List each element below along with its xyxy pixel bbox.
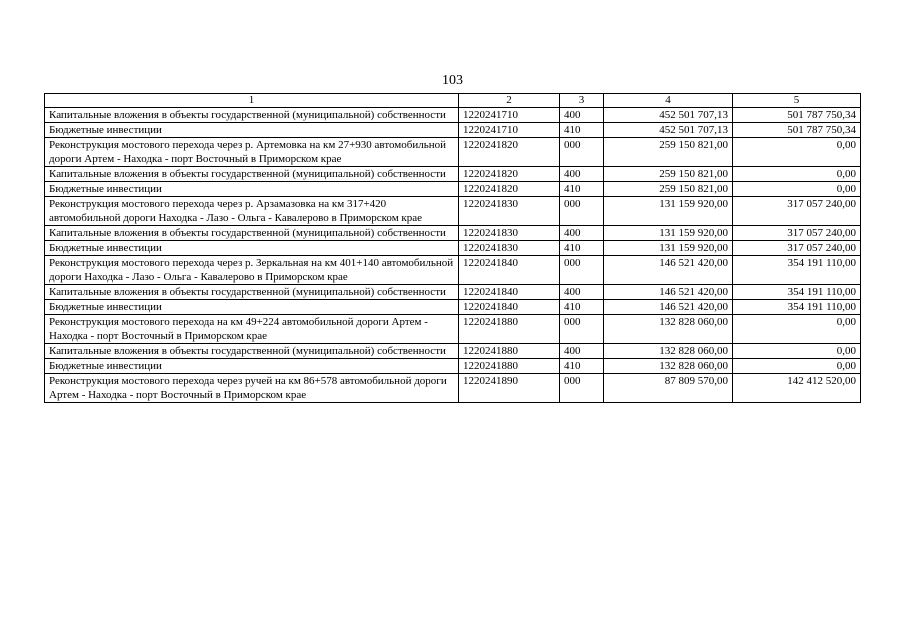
page-number: 103 — [442, 73, 463, 88]
row-value-b: 0,00 — [733, 182, 861, 197]
column-header: 2 — [459, 94, 560, 108]
row-type: 000 — [560, 197, 604, 226]
row-value-b: 354 191 110,00 — [733, 285, 861, 300]
column-header: 5 — [733, 94, 861, 108]
table-row — [45, 256, 861, 285]
table-row — [45, 108, 861, 123]
row-name: Бюджетные инвестиции — [45, 182, 459, 197]
row-code: 1220241710 — [459, 108, 560, 123]
row-value-b: 501 787 750,34 — [733, 108, 861, 123]
row-value-b: 317 057 240,00 — [733, 197, 861, 226]
budget-table — [44, 93, 861, 403]
row-value-a: 452 501 707,13 — [604, 123, 733, 138]
row-name: Капитальные вложения в объекты государственной (муниципальной) собственности — [45, 226, 459, 241]
row-type: 400 — [560, 108, 604, 123]
table-row — [45, 359, 861, 374]
row-code: 1220241880 — [459, 359, 560, 374]
row-value-b: 0,00 — [733, 315, 861, 344]
row-value-a: 131 159 920,00 — [604, 241, 733, 256]
row-code: 1220241840 — [459, 300, 560, 315]
row-code: 1220241820 — [459, 138, 560, 167]
row-name: Капитальные вложения в объекты государственной (муниципальной) собственности — [45, 344, 459, 359]
row-name: Бюджетные инвестиции — [45, 123, 459, 138]
row-value-a: 146 521 420,00 — [604, 256, 733, 285]
row-value-b: 501 787 750,34 — [733, 123, 861, 138]
row-value-a: 259 150 821,00 — [604, 138, 733, 167]
row-type: 000 — [560, 256, 604, 285]
row-name: Бюджетные инвестиции — [45, 241, 459, 256]
row-value-a: 132 828 060,00 — [604, 359, 733, 374]
row-name: Капитальные вложения в объекты государственной (муниципальной) собственности — [45, 108, 459, 123]
row-code: 1220241830 — [459, 197, 560, 226]
row-name: Реконструкция мостового перехода через р. Артемовка на км 27+930 автомобильной дороги Артем - Находка - порт Восточный в Приморском крае — [45, 138, 459, 167]
row-code: 1220241830 — [459, 226, 560, 241]
row-code: 1220241820 — [459, 167, 560, 182]
row-name: Капитальные вложения в объекты государственной (муниципальной) собственности — [45, 167, 459, 182]
table-row — [45, 315, 861, 344]
row-name: Бюджетные инвестиции — [45, 359, 459, 374]
row-value-a: 146 521 420,00 — [604, 285, 733, 300]
row-type: 410 — [560, 123, 604, 138]
row-value-a: 131 159 920,00 — [604, 226, 733, 241]
table-row — [45, 123, 861, 138]
row-value-a: 132 828 060,00 — [604, 344, 733, 359]
row-value-b: 354 191 110,00 — [733, 256, 861, 285]
row-type: 000 — [560, 138, 604, 167]
row-value-b: 0,00 — [733, 344, 861, 359]
table-row — [45, 226, 861, 241]
row-value-b: 354 191 110,00 — [733, 300, 861, 315]
row-value-a: 131 159 920,00 — [604, 197, 733, 226]
row-value-a: 87 809 570,00 — [604, 374, 733, 403]
table-row — [45, 300, 861, 315]
header-row — [45, 94, 861, 108]
row-type: 400 — [560, 344, 604, 359]
row-code: 1220241880 — [459, 344, 560, 359]
row-value-b: 317 057 240,00 — [733, 241, 861, 256]
row-value-a: 146 521 420,00 — [604, 300, 733, 315]
row-code: 1220241710 — [459, 123, 560, 138]
row-name: Капитальные вложения в объекты государственной (муниципальной) собственности — [45, 285, 459, 300]
row-type: 410 — [560, 241, 604, 256]
row-code: 1220241840 — [459, 285, 560, 300]
row-code: 1220241830 — [459, 241, 560, 256]
row-type: 400 — [560, 167, 604, 182]
row-name: Реконструкция мостового перехода через р. Арзамазовка на км 317+420 автомобильной дороги Находка - Лазо - Ольга - Кавалерово в Приморском крае — [45, 197, 459, 226]
row-name: Реконструкция мостового перехода через р. Зеркальная на км 401+140 автомобильной дороги Находка - Лазо - Ольга - Кавалерово в Приморском крае — [45, 256, 459, 285]
row-type: 000 — [560, 315, 604, 344]
row-value-b: 142 412 520,00 — [733, 374, 861, 403]
row-name: Бюджетные инвестиции — [45, 300, 459, 315]
row-type: 400 — [560, 226, 604, 241]
row-name: Реконструкция мостового перехода через ручей на км 86+578 автомобильной дороги Артем - Находка - порт Восточный в Приморском крае — [45, 374, 459, 403]
row-code: 1220241880 — [459, 315, 560, 344]
table-row — [45, 167, 861, 182]
table-row — [45, 197, 861, 226]
row-code: 1220241820 — [459, 182, 560, 197]
column-header: 3 — [560, 94, 604, 108]
row-code: 1220241840 — [459, 256, 560, 285]
row-code: 1220241890 — [459, 374, 560, 403]
row-value-a: 259 150 821,00 — [604, 182, 733, 197]
table-row — [45, 344, 861, 359]
table-row — [45, 182, 861, 197]
table-row — [45, 241, 861, 256]
table-row — [45, 374, 861, 403]
column-header: 1 — [45, 94, 459, 108]
row-type: 000 — [560, 374, 604, 403]
table-row — [45, 285, 861, 300]
row-value-b: 0,00 — [733, 138, 861, 167]
row-type: 410 — [560, 182, 604, 197]
table-row — [45, 138, 861, 167]
row-value-b: 0,00 — [733, 167, 861, 182]
row-value-a: 132 828 060,00 — [604, 315, 733, 344]
row-value-b: 317 057 240,00 — [733, 226, 861, 241]
column-header: 4 — [604, 94, 733, 108]
row-type: 400 — [560, 285, 604, 300]
row-type: 410 — [560, 300, 604, 315]
row-type: 410 — [560, 359, 604, 374]
row-name: Реконструкция мостового перехода на км 49+224 автомобильной дороги Артем - Находка - порт Восточный в Приморском крае — [45, 315, 459, 344]
row-value-b: 0,00 — [733, 359, 861, 374]
row-value-a: 259 150 821,00 — [604, 167, 733, 182]
row-value-a: 452 501 707,13 — [604, 108, 733, 123]
